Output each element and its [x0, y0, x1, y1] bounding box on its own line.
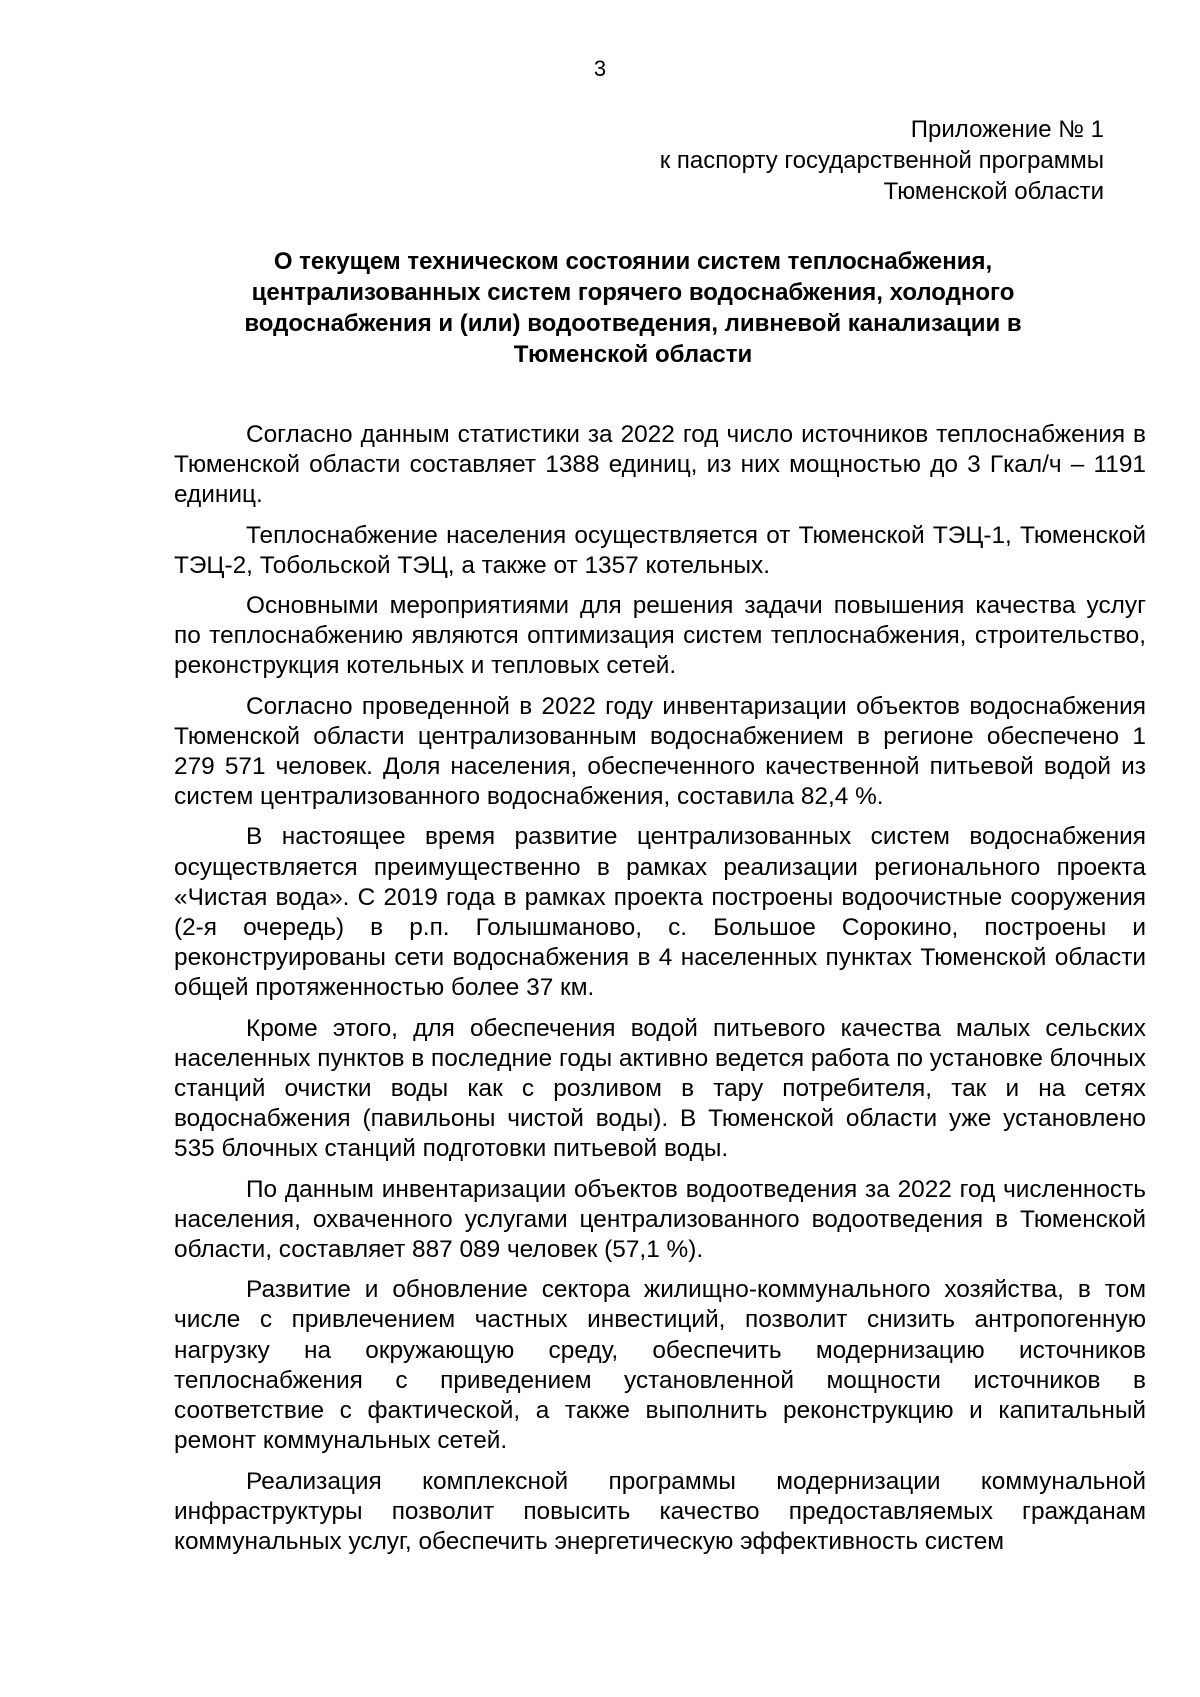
- appendix-line: к паспорту государственной программы: [659, 147, 1104, 174]
- appendix-header: [404, 114, 1104, 207]
- body-paragraph: Реализация комплексной программы модернизации коммунальной инфраструктуры позволит повысить качество предоставляемых гражданам коммунальных услуг, обеспечить энергетическую эффективность систем: [174, 1467, 1146, 1555]
- body-paragraph: Теплоснабжение населения осуществляется от Тюменской ТЭЦ-1, Тюменской ТЭЦ-2, Тобольской ТЭЦ, а также от 1357 котельных.: [174, 521, 1146, 579]
- document-body: [174, 420, 1146, 1567]
- title-line: централизованных систем горячего водоснабжения, холодного: [251, 279, 1015, 306]
- body-paragraph: Согласно проведенной в 2022 году инвентаризации объектов водоснабжения Тюменской области централизованным водоснабжением в регионе обеспечено 1 279 571 человек. Доля населения, обеспеченного качественной питьевой водой из систем централизованного водоснабжения, составила 82,4 %.: [174, 692, 1146, 811]
- body-paragraph: Кроме этого, для обеспечения водой питьевого качества малых сельских населенных пунктов в последние годы активно ведется работа по установке блочных станций очистки воды как с розливом в тару потребителя, так и на сетях водоснабжения (павильоны чистой воды). В Тюменской области уже установлено 535 блочных станций подготовки питьевой воды.: [174, 1014, 1146, 1163]
- title-line: водоснабжения и (или) водоотведения, ливневой канализации в: [244, 310, 1022, 337]
- body-paragraph: Основными мероприятиями для решения задачи повышения качества услуг по теплоснабжению являются оптимизация систем теплоснабжения, строительство, реконструкция котельных и тепловых сетей.: [174, 592, 1146, 680]
- document-title: [174, 246, 1092, 370]
- body-paragraph: Развитие и обновление сектора жилищно-коммунального хозяйства, в том числе с привлечением частных инвестиций, позволит снизить антропогенную нагрузку на окружающую среду, обеспечить модернизацию источников теплоснабжения с приведением установленной мощности источников в соответствие с фактической, а также выполнить реконструкцию и капитальный ремонт коммунальных сетей.: [174, 1276, 1146, 1455]
- appendix-line: Приложение № 1: [910, 116, 1104, 143]
- title-line: Тюменской области: [513, 341, 753, 368]
- body-paragraph: В настоящее время развитие централизованных систем водоснабжения осуществляется преимущественно в рамках реализации регионального проекта «Чистая вода». С 2019 года в рамках проекта построены водоочистные сооружения (2-я очередь) в р.п. Голышманово, с. Большое Сорокино, построены и реконструированы сети водоснабжения в 4 населенных пунктах Тюменской области общей протяженностью более 37 км.: [174, 823, 1146, 1002]
- page-number: 3: [593, 56, 607, 81]
- title-line: О текущем техническом состоянии систем теплоснабжения,: [273, 248, 993, 275]
- body-paragraph: По данным инвентаризации объектов водоотведения за 2022 год численность населения, охваченного услугами централизованного водоотведения в Тюменской области, составляет 887 089 человек (57,1 %).: [174, 1175, 1146, 1264]
- body-paragraph: Согласно данным статистики за 2022 год число источников теплоснабжения в Тюменской области составляет 1388 единиц, из них мощностью до 3 Гкал/ч – 1191 единиц.: [174, 421, 1146, 509]
- appendix-line: Тюменской области: [883, 178, 1104, 205]
